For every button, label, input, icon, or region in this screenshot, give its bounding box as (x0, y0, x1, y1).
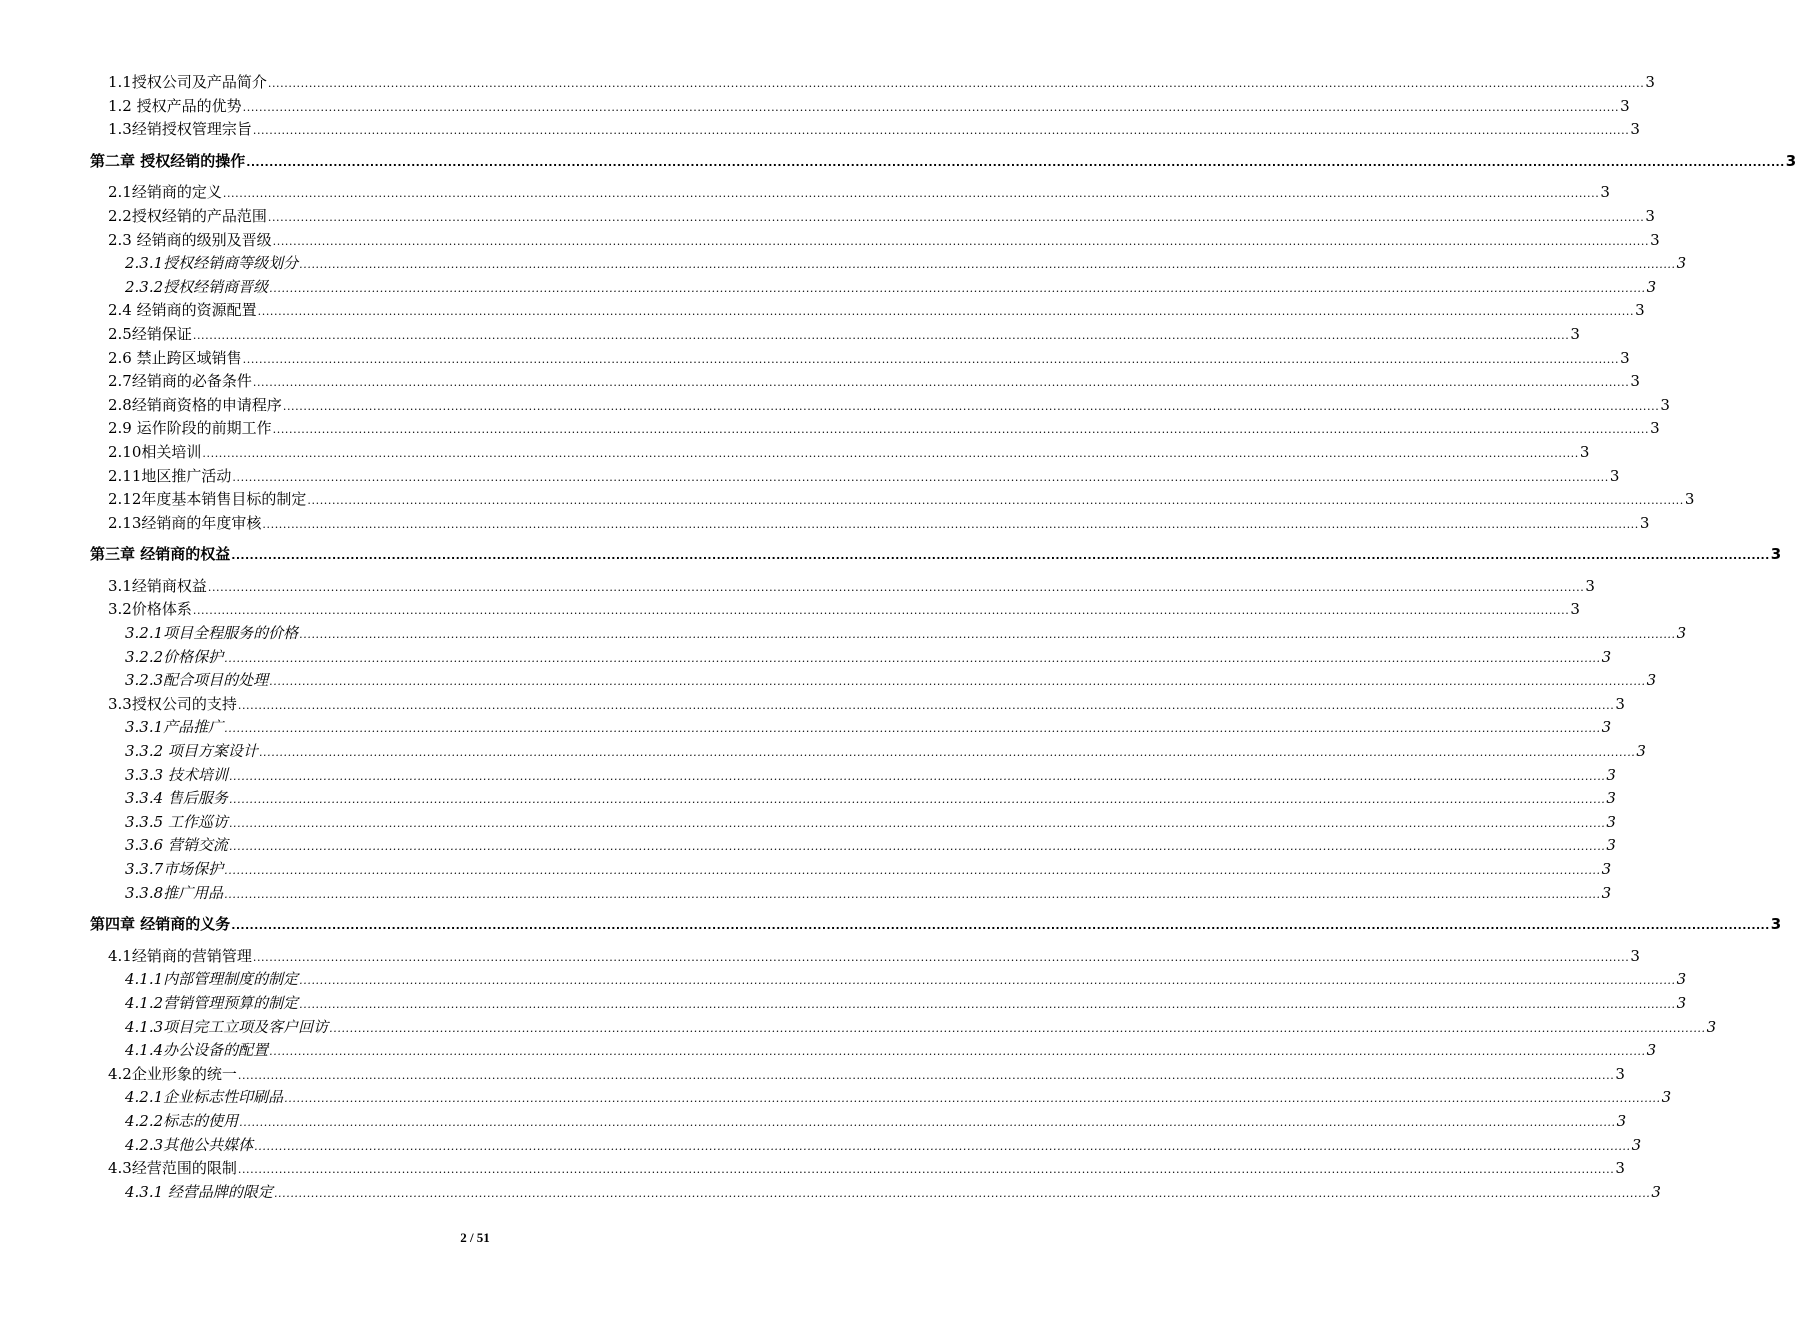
toc-dot-leader: ................................................................................................................................................................................................................................................................................................................................................ (242, 100, 1620, 114)
toc-page-number: 3 (1645, 73, 1655, 91)
toc-page-number: 3 (1676, 254, 1687, 273)
toc-page-number: 3 (1601, 647, 1612, 666)
toc-entry[interactable] (108, 371, 1640, 393)
toc-entry[interactable] (125, 812, 1616, 834)
toc-page-number: 3 (1570, 324, 1580, 343)
toc-dot-leader: ................................................................................................................................................................................................................................................................................................................................................ (299, 258, 1676, 272)
toc-page-number: 3 (1661, 1088, 1672, 1107)
toc-entry-title: 4.3经营范围的限制 (108, 1159, 237, 1178)
toc-entry[interactable] (125, 1087, 1672, 1109)
toc-entry-title: 2.11地区推广活动 (108, 466, 232, 485)
toc-entry-title: 2.13经销商的年度审核 (108, 513, 262, 532)
toc-entry[interactable] (125, 253, 1687, 275)
toc-dot-leader: ................................................................................................................................................................................................................................................................................................................................................ (252, 124, 1630, 138)
toc-dot-leader: ................................................................................................................................................................................................................................................................................................................................................ (267, 77, 1645, 90)
toc-entry-title: 3.3.5 工作巡访 (125, 812, 228, 831)
toc-dot-leader: ................................................................................................................................................................................................................................................................................................................................................ (299, 628, 1676, 641)
toc-page-number: 3 (1601, 860, 1612, 878)
toc-page-number: 3 (1660, 395, 1670, 414)
toc-dot-leader: ................................................................................................................................................................................................................................................................................................................................................ (224, 864, 1601, 877)
toc-entry[interactable] (108, 324, 1580, 346)
toc-dot-leader: ................................................................................................................................................................................................................................................................................................................................................ (282, 399, 1660, 413)
toc-entry-title: 2.9 运作阶段的前期工作 (108, 419, 272, 438)
toc-chapter-entry[interactable] (90, 544, 1782, 566)
toc-page-number: 3 (1646, 277, 1657, 296)
toc-entry[interactable] (108, 442, 1590, 464)
toc-page-number: 3 (1770, 545, 1782, 564)
toc-page-number: 3 (1630, 372, 1640, 391)
toc-dot-leader: ................................................................................................................................................................................................................................................................................................................................................ (228, 816, 1606, 830)
toc-entry[interactable] (108, 513, 1650, 535)
toc-dot-leader: ................................................................................................................................................................................................................................................................................................................................................ (258, 746, 1636, 759)
toc-entry[interactable] (125, 1135, 1642, 1157)
toc-entry-title: 第三章 经销商的权益 (90, 545, 231, 564)
toc-dot-leader: ................................................................................................................................................................................................................................................................................................................................................ (224, 651, 1601, 665)
toc-entry-title: 4.1.4办公设备的配置 (125, 1041, 269, 1060)
toc-page-number: 3 (1684, 490, 1695, 509)
toc-entry[interactable] (108, 418, 1660, 440)
toc-entry-title: 4.1.1内部管理制度的制定 (125, 970, 299, 989)
toc-entry-title: 2.2授权经销的产品范围 (108, 206, 267, 225)
toc-dot-leader: ................................................................................................................................................................................................................................................................................................................................................ (269, 1045, 1646, 1059)
toc-entry[interactable] (108, 348, 1630, 370)
toc-dot-leader: ................................................................................................................................................................................................................................................................................................................................................ (269, 281, 1646, 295)
toc-entry-title: 2.1经销商的定义 (108, 183, 222, 202)
toc-entry-title: 3.2.3配合项目的处理 (125, 671, 269, 690)
toc-dot-leader: ................................................................................................................................................................................................................................................................................................................................................ (299, 974, 1676, 988)
toc-entry[interactable] (125, 717, 1612, 739)
toc-entry-title: 3.1经销商权益 (108, 576, 207, 595)
toc-entry-title: 第四章 经销商的义务 (90, 915, 231, 934)
toc-entry-title: 2.10相关培训 (108, 442, 202, 461)
toc-entry[interactable] (125, 1182, 1661, 1204)
toc-page-number: 3 (1650, 230, 1660, 249)
toc-entry-title: 2.3 经销商的级别及晋级 (108, 230, 272, 249)
toc-entry[interactable] (108, 946, 1640, 968)
toc-page-number: 3 (1615, 694, 1625, 713)
toc-entry[interactable] (125, 1040, 1657, 1062)
toc-entry[interactable] (108, 599, 1580, 621)
toc-dot-leader: ................................................................................................................................................................................................................................................................................................................................................ (239, 1115, 1616, 1129)
toc-dot-leader: ................................................................................................................................................................................................................................................................................................................................................ (237, 1068, 1615, 1082)
toc-page-number: 3 (1646, 671, 1657, 690)
toc-page-number: 3 (1706, 1017, 1717, 1036)
toc-dot-leader: ................................................................................................................................................................................................................................................................................................................................................ (329, 1021, 1706, 1035)
toc-entry[interactable] (125, 765, 1616, 787)
toc-page-number: 3 (1770, 915, 1782, 934)
toc-page-number: 3 (1615, 1064, 1625, 1083)
toc-entry[interactable] (125, 277, 1657, 299)
toc-entry[interactable] (108, 300, 1645, 322)
toc-entry[interactable] (108, 1064, 1625, 1086)
toc-page-number: 3 (1616, 1111, 1627, 1130)
toc-dot-leader: ................................................................................................................................................................................................................................................................................................................................................ (272, 423, 1650, 437)
toc-page-number: 3 (1606, 765, 1616, 784)
toc-dot-leader: ................................................................................................................................................................................................................................................................................................................................................ (246, 155, 1785, 169)
toc-dot-leader: ................................................................................................................................................................................................................................................................................................................................................ (231, 549, 1770, 563)
toc-page-number: 3 (1645, 206, 1655, 225)
toc-entry-title: 3.3.2 项目方案设计 (125, 742, 258, 760)
toc-dot-leader: ................................................................................................................................................................................................................................................................................................................................................ (267, 210, 1645, 224)
toc-entry-title: 4.2.1企业标志性印刷品 (125, 1088, 284, 1107)
toc-chapter-entry[interactable] (90, 151, 1796, 173)
toc-entry[interactable] (108, 96, 1630, 118)
toc-entry[interactable] (125, 993, 1687, 1015)
toc-entry[interactable] (108, 395, 1670, 417)
toc-entry-title: 4.1.3项目完工立项及客户回访 (125, 1017, 329, 1036)
toc-page-number: 3 (1630, 946, 1640, 965)
toc-entry[interactable] (125, 670, 1657, 692)
toc-page-number: 3 (1646, 1041, 1657, 1060)
toc-entry-title: 4.2企业形象的统一 (108, 1064, 237, 1083)
toc-dot-leader: ................................................................................................................................................................................................................................................................................................................................................ (202, 446, 1579, 460)
toc-entry-title: 2.3.2授权经销商晋级 (125, 277, 269, 296)
toc-dot-leader: ................................................................................................................................................................................................................................................................................................................................................ (224, 887, 1601, 901)
toc-page-number: 3 (1651, 1182, 1661, 1201)
toc-entry-title: 3.2价格体系 (108, 600, 192, 619)
toc-entry[interactable] (108, 182, 1610, 204)
toc-entry-title: 2.5经销保证 (108, 324, 192, 343)
toc-entry[interactable] (108, 72, 1655, 94)
toc-page-number: 3 (1606, 836, 1616, 855)
toc-entry[interactable] (125, 859, 1612, 881)
toc-entry-title: 4.1经销商的营销管理 (108, 946, 252, 965)
toc-page-number: 3 (1579, 442, 1590, 461)
toc-entry[interactable] (125, 788, 1616, 810)
toc-page-number: 3 (1620, 348, 1630, 367)
toc-entry[interactable] (125, 647, 1612, 669)
toc-page-number: 3 (1676, 624, 1687, 642)
toc-entry-title: 3.3.4 售后服务 (125, 789, 228, 808)
toc-entry[interactable] (125, 883, 1612, 905)
toc-page-number: 3 (1635, 301, 1645, 320)
toc-entry[interactable] (125, 623, 1687, 645)
toc-entry-title: 2.12年度基本销售目标的制定 (108, 490, 307, 509)
toc-entry-title: 2.6 禁止跨区域销售 (108, 348, 242, 367)
toc-dot-leader: ................................................................................................................................................................................................................................................................................................................................................ (307, 494, 1684, 508)
toc-entry-title: 2.7经销商的必备条件 (108, 372, 252, 391)
toc-dot-leader: ................................................................................................................................................................................................................................................................................................................................................ (273, 1186, 1651, 1200)
toc-page-number: 3 (1585, 576, 1595, 595)
toc-dot-leader: ................................................................................................................................................................................................................................................................................................................................................ (252, 950, 1630, 964)
toc-dot-leader: ................................................................................................................................................................................................................................................................................................................................................ (237, 698, 1615, 712)
toc-dot-leader: ................................................................................................................................................................................................................................................................................................................................................ (252, 376, 1630, 390)
toc-dot-leader: ................................................................................................................................................................................................................................................................................................................................................ (222, 187, 1600, 201)
toc-entry[interactable] (125, 969, 1687, 991)
toc-entry-title: 2.8经销商资格的申请程序 (108, 395, 282, 414)
toc-page-number: 3 (1606, 812, 1616, 831)
toc-entry-title: 3.3.1产品推广 (125, 718, 224, 737)
toc-dot-leader: ................................................................................................................................................................................................................................................................................................................................................ (269, 675, 1646, 689)
toc-page-number: 3 (1650, 419, 1660, 438)
toc-entry[interactable] (108, 576, 1595, 598)
toc-entry-title: 1.2 授权产品的优势 (108, 96, 242, 115)
toc-entry-title: 3.3.3 技术培训 (125, 765, 228, 784)
toc-dot-leader: ................................................................................................................................................................................................................................................................................................................................................ (242, 352, 1620, 366)
toc-page-number: 3 (1609, 466, 1620, 485)
toc-dot-leader: ................................................................................................................................................................................................................................................................................................................................................ (192, 604, 1570, 618)
toc-entry[interactable] (125, 1017, 1717, 1039)
toc-page-number: 3 (1570, 600, 1580, 619)
toc-page-number: 3 (1606, 789, 1616, 808)
toc-page-number: 3 (1631, 1135, 1642, 1154)
toc-entry[interactable] (108, 119, 1640, 141)
toc-entry-title: 2.3.1授权经销商等级划分 (125, 254, 299, 273)
toc-entry-title: 4.2.2标志的使用 (125, 1111, 239, 1130)
toc-entry[interactable] (108, 694, 1625, 716)
toc-entry[interactable] (108, 489, 1695, 511)
toc-page-number: 3 (1601, 718, 1612, 737)
toc-chapter-entry[interactable] (90, 914, 1782, 936)
toc-entry[interactable] (108, 1158, 1625, 1180)
toc-dot-leader: ................................................................................................................................................................................................................................................................................................................................................ (257, 305, 1635, 319)
toc-entry-title: 3.3授权公司的支持 (108, 694, 237, 713)
toc-entry[interactable] (125, 741, 1646, 763)
toc-entry[interactable] (108, 230, 1660, 252)
toc-entry-title: 1.1授权公司及产品简介 (108, 73, 267, 91)
toc-entry-title: 3.2.2价格保护 (125, 647, 224, 666)
toc-dot-leader: ................................................................................................................................................................................................................................................................................................................................................ (284, 1092, 1661, 1106)
toc-page-number: 3 (1785, 151, 1796, 170)
toc-dot-leader: ................................................................................................................................................................................................................................................................................................................................................ (232, 470, 1609, 484)
toc-entry-title: 4.1.2营销管理预算的制定 (125, 993, 299, 1012)
toc-page-number: 3 (1636, 742, 1646, 760)
toc-page-number: 3 (1600, 183, 1610, 202)
toc-page-number: 3 (1676, 993, 1687, 1012)
toc-dot-leader: ................................................................................................................................................................................................................................................................................................................................................ (231, 919, 1770, 933)
toc-entry[interactable] (108, 466, 1620, 488)
toc-entry-title: 第二章 授权经销的操作 (90, 151, 246, 170)
toc-entry-title: 4.3.1 经营品牌的限定 (125, 1182, 273, 1201)
toc-entry-title: 4.2.3其他公共媒体 (125, 1135, 254, 1154)
toc-entry-title: 3.3.7市场保护 (125, 860, 224, 878)
toc-entry-title: 1.3经销授权管理宗旨 (108, 120, 252, 139)
toc-entry[interactable] (125, 835, 1616, 857)
toc-dot-leader: ................................................................................................................................................................................................................................................................................................................................................ (228, 840, 1606, 854)
toc-entry-title: 3.3.8推广用品 (125, 883, 224, 902)
toc-page-number: 3 (1676, 970, 1687, 989)
toc-entry-title: 2.4 经销商的资源配置 (108, 301, 257, 320)
page-number-footer: 2 / 51 (460, 1230, 490, 1245)
toc-dot-leader: ................................................................................................................................................................................................................................................................................................................................................ (254, 1139, 1631, 1153)
toc-page-number: 3 (1639, 513, 1650, 532)
toc-page-number: 3 (1615, 1159, 1625, 1178)
toc-page-number: 3 (1630, 120, 1640, 139)
toc-entry-title: 3.2.1项目全程服务的价格 (125, 624, 299, 642)
toc-entry-title: 3.3.6 营销交流 (125, 836, 228, 855)
toc-dot-leader: ................................................................................................................................................................................................................................................................................................................................................ (207, 580, 1585, 594)
toc-dot-leader: ................................................................................................................................................................................................................................................................................................................................................ (224, 722, 1601, 736)
toc-dot-leader: ................................................................................................................................................................................................................................................................................................................................................ (272, 234, 1650, 248)
toc-dot-leader: ................................................................................................................................................................................................................................................................................................................................................ (192, 328, 1570, 342)
toc-dot-leader: ................................................................................................................................................................................................................................................................................................................................................ (299, 997, 1676, 1011)
toc-page-number: 3 (1620, 96, 1630, 115)
toc-dot-leader: ................................................................................................................................................................................................................................................................................................................................................ (228, 769, 1606, 783)
toc-dot-leader: ................................................................................................................................................................................................................................................................................................................................................ (237, 1163, 1615, 1177)
toc-dot-leader: ................................................................................................................................................................................................................................................................................................................................................ (228, 793, 1606, 807)
toc-page-number: 3 (1601, 883, 1612, 902)
toc-dot-leader: ................................................................................................................................................................................................................................................................................................................................................ (262, 517, 1639, 531)
toc-entry[interactable] (125, 1111, 1627, 1133)
toc-entry[interactable] (108, 206, 1655, 228)
